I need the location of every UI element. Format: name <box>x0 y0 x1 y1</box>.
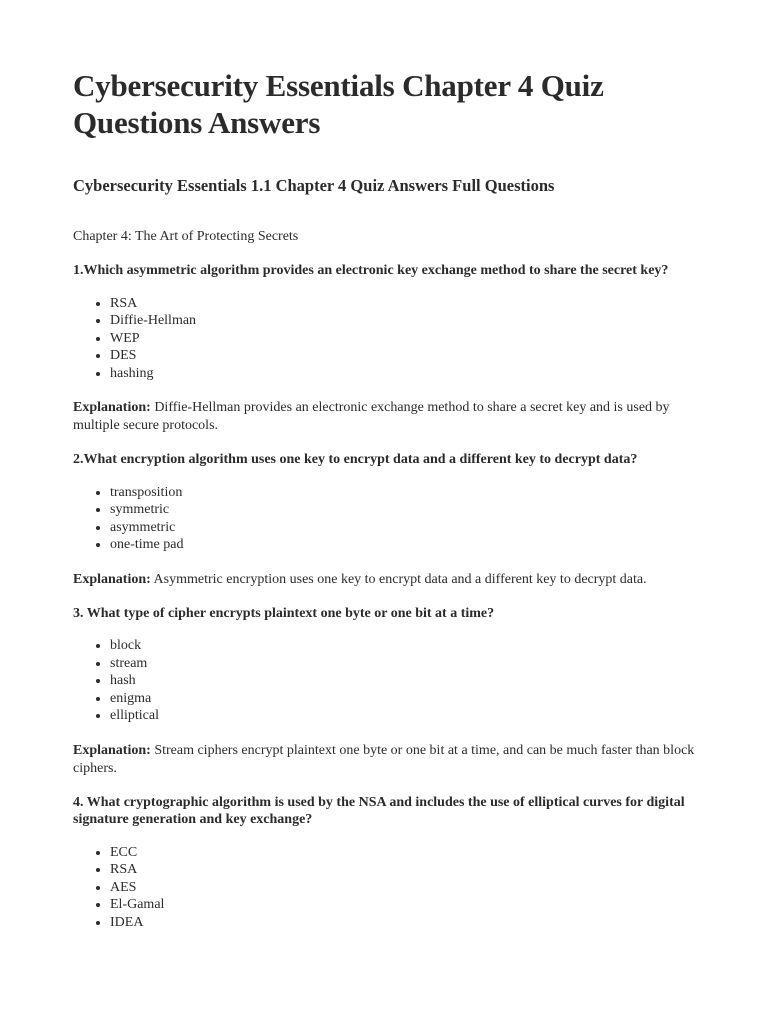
page-title: Cybersecurity Essentials Chapter 4 Quiz Questions Answers <box>73 68 604 140</box>
explanation-label: Explanation: <box>73 742 151 758</box>
option-item: • DES <box>110 347 708 365</box>
question-3-text: 3. What type of cipher encrypts plaintext one byte or one bit at a time? <box>73 605 495 621</box>
explanation-text: Stream ciphers encrypt plaintext one byte or one bit at a time, and can be much faster than block ciphers. <box>73 742 695 776</box>
option-item: • enigma <box>110 690 708 708</box>
option-item: • symmetric <box>110 501 708 519</box>
question-2-explanation <box>73 571 708 589</box>
option-item: • ECC <box>110 844 708 862</box>
explanation-text: Asymmetric encryption uses one key to encrypt data and a different key to decrypt data. <box>153 571 647 587</box>
question-1-text: 1.Which asymmetric algorithm provides an electronic key exchange method to share the secret key? <box>73 263 669 278</box>
option-item: • RSA <box>110 861 708 879</box>
option-item: • hash <box>110 672 708 690</box>
question-3-options <box>73 637 708 725</box>
explanation-text: Diffie-Hellman provides an electronic exchange method to share a secret key and is used by multiple secure protocols. <box>73 400 670 433</box>
option-item: • elliptical <box>110 707 708 725</box>
option-item: • IDEA <box>110 914 708 932</box>
chapter-heading: Chapter 4: The Art of Protecting Secrets <box>73 229 299 244</box>
question-2-text: 2.What encryption algorithm uses one key to encrypt data and a different key to decrypt data? <box>73 452 638 467</box>
option-item: • hashing <box>110 365 708 383</box>
question-1-options <box>73 295 708 383</box>
option-item: • one-time pad <box>110 536 708 554</box>
option-item: • block <box>110 637 708 655</box>
option-item: • Diffie-Hellman <box>110 312 708 330</box>
question-3-explanation <box>73 742 708 778</box>
option-item: • El-Gamal <box>110 896 708 914</box>
question-2-options <box>73 484 708 554</box>
explanation-label: Explanation: <box>73 571 151 587</box>
option-item: • AES <box>110 879 708 897</box>
option-item: • WEP <box>110 330 708 348</box>
question-1-explanation <box>73 399 708 435</box>
option-item: • stream <box>110 655 708 673</box>
explanation-label: Explanation: <box>73 400 151 415</box>
option-item: • asymmetric <box>110 519 708 537</box>
option-item: • transposition <box>110 484 708 502</box>
option-item: • RSA <box>110 295 708 313</box>
question-4-text: 4. What cryptographic algorithm is used by the NSA and includes the use of elliptical curves for digital signature generation and key exchange? <box>73 794 685 827</box>
question-4-options <box>73 844 708 932</box>
page-subtitle: Cybersecurity Essentials 1.1 Chapter 4 Quiz Answers Full Questions <box>73 176 555 195</box>
